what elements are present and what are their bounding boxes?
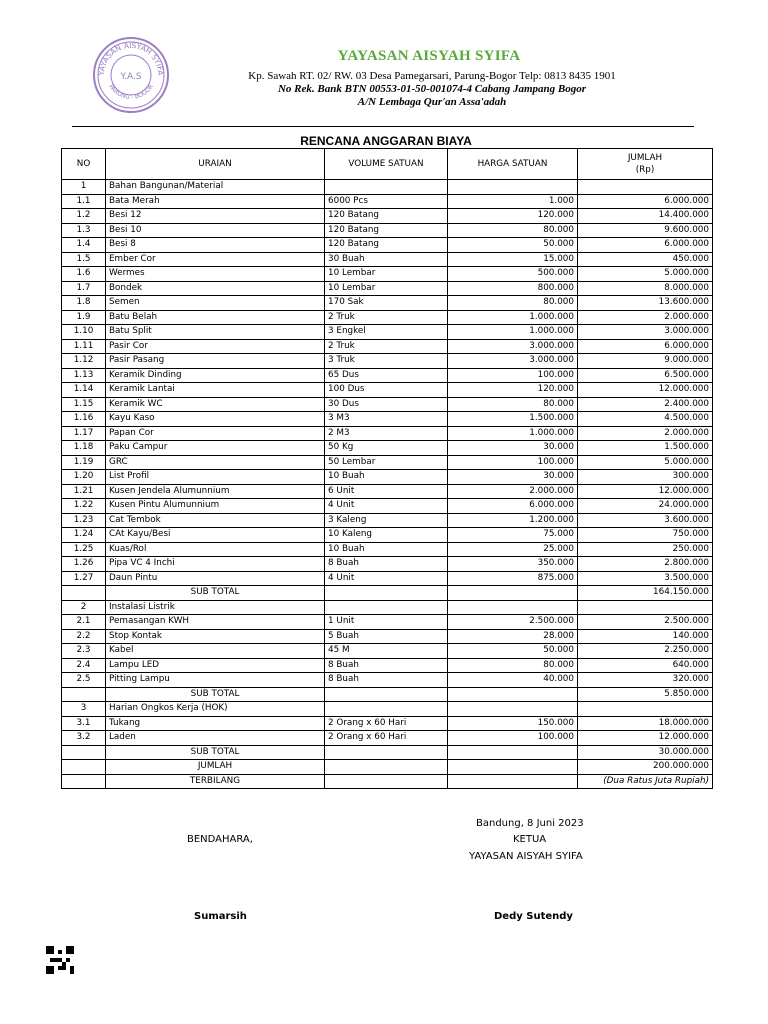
- item-no: 1.24: [62, 528, 106, 543]
- item-amount: 24.000.000: [578, 499, 713, 514]
- table-row: [62, 571, 713, 586]
- org-name: YAYASAN AISYAH SYIFA: [337, 48, 521, 64]
- item-unit-price: 15.000: [448, 252, 578, 267]
- item-no: 1.25: [62, 542, 106, 557]
- item-no: 1.27: [62, 571, 106, 586]
- item-unit-price: 1.200.000: [448, 513, 578, 528]
- table-row: [62, 470, 713, 485]
- item-no: 1.23: [62, 513, 106, 528]
- item-amount: 2.400.000: [578, 397, 713, 412]
- table-row: [62, 194, 713, 209]
- item-no: 2.1: [62, 615, 106, 630]
- subtotal-label: SUB TOTAL: [106, 745, 325, 760]
- item-no: 1.2: [62, 209, 106, 224]
- item-amount: 3.500.000: [578, 571, 713, 586]
- item-unit-price: 800.000: [448, 281, 578, 296]
- item-no: 1.5: [62, 252, 106, 267]
- item-volume: 1 Unit: [325, 615, 448, 630]
- header-volume: VOLUME SATUAN: [325, 149, 448, 180]
- empty-cell: [448, 745, 578, 760]
- item-description: Pasir Cor: [106, 339, 325, 354]
- item-no: 2.5: [62, 673, 106, 688]
- item-volume: 8 Buah: [325, 557, 448, 572]
- item-no: 2.3: [62, 644, 106, 659]
- item-description: Keramik WC: [106, 397, 325, 412]
- item-amount: 640.000: [578, 658, 713, 673]
- empty-cell: [448, 760, 578, 775]
- empty-cell: [448, 600, 578, 615]
- item-amount: 300.000: [578, 470, 713, 485]
- table-row: [62, 426, 713, 441]
- total-row: [62, 760, 713, 775]
- table-row: [62, 296, 713, 311]
- empty-cell: [448, 702, 578, 717]
- item-unit-price: 100.000: [448, 731, 578, 746]
- item-amount: 2.000.000: [578, 310, 713, 325]
- org-address: Kp. Sawah RT. 02/ RW. 03 Desa Pamegarsari, Parung-Bogor Telp: 0813 8435 1901: [248, 70, 616, 82]
- subtotal-row: [62, 745, 713, 760]
- item-unit-price: 30.000: [448, 441, 578, 456]
- subtotal-amount: 30.000.000: [578, 745, 713, 760]
- bendahara-name: Sumarsih: [194, 911, 247, 922]
- header-uraian: URAIAN: [106, 149, 325, 180]
- item-unit-price: 50.000: [448, 238, 578, 253]
- item-unit-price: 500.000: [448, 267, 578, 282]
- item-amount: 2.000.000: [578, 426, 713, 441]
- empty-cell: [325, 745, 448, 760]
- item-no: 1.21: [62, 484, 106, 499]
- item-amount: 4.500.000: [578, 412, 713, 427]
- item-volume: 8 Buah: [325, 658, 448, 673]
- item-volume: 45 M: [325, 644, 448, 659]
- item-description: Keramik Lantai: [106, 383, 325, 398]
- section-header-row: [62, 180, 713, 195]
- item-no: 1.3: [62, 223, 106, 238]
- item-description: Kayu Kaso: [106, 412, 325, 427]
- item-amount: 3.600.000: [578, 513, 713, 528]
- item-amount: 6.000.000: [578, 194, 713, 209]
- item-unit-price: 40.000: [448, 673, 578, 688]
- header-jumlah: [578, 149, 713, 180]
- item-description: Batu Belah: [106, 310, 325, 325]
- item-amount: 6.500.000: [578, 368, 713, 383]
- item-volume: 3 Kaleng: [325, 513, 448, 528]
- table-row: [62, 615, 713, 630]
- item-description: GRC: [106, 455, 325, 470]
- item-unit-price: 75.000: [448, 528, 578, 543]
- table-row: [62, 223, 713, 238]
- item-amount: 12.000.000: [578, 731, 713, 746]
- item-unit-price: 2.500.000: [448, 615, 578, 630]
- item-unit-price: 50.000: [448, 644, 578, 659]
- empty-cell: [62, 760, 106, 775]
- item-no: 1.7: [62, 281, 106, 296]
- table-row: [62, 513, 713, 528]
- header-jumlah-unit: (Rp): [635, 165, 655, 175]
- item-volume: 170 Sak: [325, 296, 448, 311]
- table-row: [62, 499, 713, 514]
- item-unit-price: 1.000.000: [448, 426, 578, 441]
- subtotal-row: [62, 586, 713, 601]
- item-description: Bata Merah: [106, 194, 325, 209]
- subtotal-label: SUB TOTAL: [106, 687, 325, 702]
- item-unit-price: 2.000.000: [448, 484, 578, 499]
- item-no: 1.9: [62, 310, 106, 325]
- item-volume: 30 Buah: [325, 252, 448, 267]
- item-unit-price: 30.000: [448, 470, 578, 485]
- item-volume: 3 M3: [325, 412, 448, 427]
- item-volume: 8 Buah: [325, 673, 448, 688]
- item-unit-price: 100.000: [448, 368, 578, 383]
- item-unit-price: 1.000.000: [448, 310, 578, 325]
- terbilang-row: [62, 774, 713, 789]
- item-unit-price: 350.000: [448, 557, 578, 572]
- org-account-name: A/N Lembaga Qur'an Assa'adah: [357, 96, 507, 108]
- place-date: Bandung, 8 Juni 2023: [476, 818, 584, 829]
- budget-table: [61, 148, 713, 789]
- item-amount: 5.000.000: [578, 267, 713, 282]
- header-divider: [72, 126, 694, 127]
- item-volume: 6 Unit: [325, 484, 448, 499]
- item-no: 1.10: [62, 325, 106, 340]
- table-row: [62, 644, 713, 659]
- table-row: [62, 484, 713, 499]
- item-amount: 140.000: [578, 629, 713, 644]
- terbilang-text: (Dua Ratus Juta Rupiah): [578, 774, 713, 789]
- item-no: 1.16: [62, 412, 106, 427]
- item-volume: 120 Batang: [325, 238, 448, 253]
- table-row: [62, 658, 713, 673]
- item-amount: 320.000: [578, 673, 713, 688]
- document-title: RENCANA ANGGARAN BIAYA: [300, 134, 472, 148]
- item-description: Bondek: [106, 281, 325, 296]
- item-unit-price: 25.000: [448, 542, 578, 557]
- item-volume: 4 Unit: [325, 499, 448, 514]
- table-row: [62, 412, 713, 427]
- empty-cell: [448, 774, 578, 789]
- table-row: [62, 731, 713, 746]
- item-unit-price: 1.500.000: [448, 412, 578, 427]
- subtotal-label: SUB TOTAL: [106, 586, 325, 601]
- ketua-organization: YAYASAN AISYAH SYIFA: [469, 851, 583, 862]
- item-amount: 1.500.000: [578, 441, 713, 456]
- logo-ring-text: YAYASAN AISYAH SYIFA: [96, 40, 166, 76]
- item-amount: 5.000.000: [578, 455, 713, 470]
- item-no: 2.2: [62, 629, 106, 644]
- item-no: 1.20: [62, 470, 106, 485]
- table-row: [62, 528, 713, 543]
- item-description: Pitting Lampu: [106, 673, 325, 688]
- item-no: 1.22: [62, 499, 106, 514]
- item-volume: 65 Dus: [325, 368, 448, 383]
- item-description: Besi 10: [106, 223, 325, 238]
- item-volume: 3 Engkel: [325, 325, 448, 340]
- table-row: [62, 281, 713, 296]
- item-no: 1.6: [62, 267, 106, 282]
- item-volume: 2 Truk: [325, 339, 448, 354]
- item-unit-price: 80.000: [448, 296, 578, 311]
- item-no: 1.4: [62, 238, 106, 253]
- ketua-name: Dedy Sutendy: [494, 911, 573, 922]
- table-row: [62, 542, 713, 557]
- item-description: Papan Cor: [106, 426, 325, 441]
- item-volume: 10 Buah: [325, 542, 448, 557]
- item-no: 1.19: [62, 455, 106, 470]
- item-unit-price: 1.000.000: [448, 325, 578, 340]
- section-no: 2: [62, 600, 106, 615]
- header-jumlah-label: JUMLAH: [627, 153, 663, 163]
- item-volume: 50 Lembar: [325, 455, 448, 470]
- total-label: JUMLAH: [106, 760, 325, 775]
- item-amount: 750.000: [578, 528, 713, 543]
- subtotal-row: [62, 687, 713, 702]
- table-row: [62, 557, 713, 572]
- header-harga: HARGA SATUAN: [448, 149, 578, 180]
- section-title: Instalasi Listrik: [106, 600, 325, 615]
- item-amount: 9.000.000: [578, 354, 713, 369]
- item-unit-price: 100.000: [448, 455, 578, 470]
- item-unit-price: 150.000: [448, 716, 578, 731]
- item-no: 1.12: [62, 354, 106, 369]
- table-row: [62, 339, 713, 354]
- item-no: 3.2: [62, 731, 106, 746]
- item-volume: 120 Batang: [325, 209, 448, 224]
- qr-code: [46, 946, 74, 974]
- item-description: Besi 12: [106, 209, 325, 224]
- table-header-row: [62, 149, 713, 180]
- item-volume: 2 M3: [325, 426, 448, 441]
- item-volume: 50 Kg: [325, 441, 448, 456]
- table-row: [62, 441, 713, 456]
- item-amount: 13.600.000: [578, 296, 713, 311]
- item-amount: 2.500.000: [578, 615, 713, 630]
- item-unit-price: 1.000: [448, 194, 578, 209]
- item-amount: 14.400.000: [578, 209, 713, 224]
- item-unit-price: 3.000.000: [448, 339, 578, 354]
- item-volume: 2 Truk: [325, 310, 448, 325]
- terbilang-label: TERBILANG: [106, 774, 325, 789]
- section-header-row: [62, 702, 713, 717]
- table-row: [62, 252, 713, 267]
- section-header-row: [62, 600, 713, 615]
- item-amount: 2.800.000: [578, 557, 713, 572]
- item-unit-price: 80.000: [448, 223, 578, 238]
- item-description: Laden: [106, 731, 325, 746]
- item-description: Stop Kontak: [106, 629, 325, 644]
- table-row: [62, 673, 713, 688]
- item-description: Kusen Pintu Alumunnium: [106, 499, 325, 514]
- item-volume: 6000 Pcs: [325, 194, 448, 209]
- item-description: Kusen Jendela Alumunnium: [106, 484, 325, 499]
- item-no: 1.15: [62, 397, 106, 412]
- section-no: 1: [62, 180, 106, 195]
- item-description: Kabel: [106, 644, 325, 659]
- item-description: Keramik Dinding: [106, 368, 325, 383]
- item-amount: 6.000.000: [578, 238, 713, 253]
- item-description: Daun Pintu: [106, 571, 325, 586]
- item-amount: 9.600.000: [578, 223, 713, 238]
- item-description: Besi 8: [106, 238, 325, 253]
- empty-cell: [448, 586, 578, 601]
- item-no: 1.17: [62, 426, 106, 441]
- item-unit-price: 28.000: [448, 629, 578, 644]
- item-amount: 2.250.000: [578, 644, 713, 659]
- empty-cell: [62, 774, 106, 789]
- item-volume: 10 Lembar: [325, 281, 448, 296]
- item-no: 3.1: [62, 716, 106, 731]
- item-amount: 250.000: [578, 542, 713, 557]
- item-description: Ember Cor: [106, 252, 325, 267]
- item-description: Tukang: [106, 716, 325, 731]
- section-title: Bahan Bangunan/Material: [106, 180, 325, 195]
- table-row: [62, 209, 713, 224]
- empty-cell: [325, 180, 448, 195]
- table-row: [62, 716, 713, 731]
- table-row: [62, 629, 713, 644]
- empty-cell: [578, 600, 713, 615]
- item-no: 1.13: [62, 368, 106, 383]
- table-row: [62, 267, 713, 282]
- subtotal-amount: 164.150.000: [578, 586, 713, 601]
- section-title: Harian Ongkos Kerja (HOK): [106, 702, 325, 717]
- table-row: [62, 310, 713, 325]
- item-amount: 450.000: [578, 252, 713, 267]
- item-description: List Profil: [106, 470, 325, 485]
- item-description: CAt Kayu/Besi: [106, 528, 325, 543]
- empty-cell: [325, 600, 448, 615]
- table-row: [62, 383, 713, 398]
- item-volume: 2 Orang x 60 Hari: [325, 716, 448, 731]
- item-description: Pemasangan KWH: [106, 615, 325, 630]
- item-description: Paku Campur: [106, 441, 325, 456]
- table-body: [62, 180, 713, 789]
- item-amount: 18.000.000: [578, 716, 713, 731]
- empty-cell: [578, 702, 713, 717]
- table-row: [62, 238, 713, 253]
- item-volume: 30 Dus: [325, 397, 448, 412]
- empty-cell: [62, 745, 106, 760]
- item-unit-price: 80.000: [448, 658, 578, 673]
- item-volume: 10 Lembar: [325, 267, 448, 282]
- logo-center-text: Y.A.S: [120, 72, 142, 82]
- item-volume: 10 Buah: [325, 470, 448, 485]
- item-unit-price: 80.000: [448, 397, 578, 412]
- item-volume: 4 Unit: [325, 571, 448, 586]
- item-unit-price: 120.000: [448, 383, 578, 398]
- item-volume: 10 Kaleng: [325, 528, 448, 543]
- item-unit-price: 120.000: [448, 209, 578, 224]
- item-no: 1.8: [62, 296, 106, 311]
- item-description: Wermes: [106, 267, 325, 282]
- subtotal-amount: 5.850.000: [578, 687, 713, 702]
- total-amount: 200.000.000: [578, 760, 713, 775]
- item-description: Semen: [106, 296, 325, 311]
- item-unit-price: 3.000.000: [448, 354, 578, 369]
- item-description: Kuas/Rol: [106, 542, 325, 557]
- empty-cell: [325, 774, 448, 789]
- table-row: [62, 455, 713, 470]
- header-no: NO: [62, 149, 106, 180]
- empty-cell: [448, 180, 578, 195]
- bendahara-title: BENDAHARA,: [187, 834, 253, 845]
- empty-cell: [325, 702, 448, 717]
- item-no: 1.14: [62, 383, 106, 398]
- item-no: 1.11: [62, 339, 106, 354]
- item-description: Pasir Pasang: [106, 354, 325, 369]
- item-volume: 3 Truk: [325, 354, 448, 369]
- item-amount: 3.000.000: [578, 325, 713, 340]
- empty-cell: [62, 687, 106, 702]
- item-unit-price: 875.000: [448, 571, 578, 586]
- item-volume: 2 Orang x 60 Hari: [325, 731, 448, 746]
- empty-cell: [325, 687, 448, 702]
- item-volume: 120 Batang: [325, 223, 448, 238]
- item-volume: 100 Dus: [325, 383, 448, 398]
- empty-cell: [448, 687, 578, 702]
- item-amount: 8.000.000: [578, 281, 713, 296]
- item-amount: 6.000.000: [578, 339, 713, 354]
- table-row: [62, 397, 713, 412]
- table-row: [62, 325, 713, 340]
- empty-cell: [325, 760, 448, 775]
- org-bank: No Rek. Bank BTN 00553-01-50-001074-4 Cabang Jampang Bogor: [277, 83, 587, 95]
- logo-bottom-text: PARUNG - BOGOR: [106, 83, 156, 101]
- item-no: 1.26: [62, 557, 106, 572]
- item-amount: 12.000.000: [578, 383, 713, 398]
- empty-cell: [62, 586, 106, 601]
- table-row: [62, 354, 713, 369]
- empty-cell: [578, 180, 713, 195]
- table-row: [62, 368, 713, 383]
- item-amount: 12.000.000: [578, 484, 713, 499]
- item-description: Cat Tembok: [106, 513, 325, 528]
- item-no: 1.18: [62, 441, 106, 456]
- item-description: Pipa VC 4 Inchi: [106, 557, 325, 572]
- empty-cell: [325, 586, 448, 601]
- item-unit-price: 6.000.000: [448, 499, 578, 514]
- item-no: 2.4: [62, 658, 106, 673]
- ketua-title: KETUA: [513, 834, 547, 845]
- item-description: Batu Split: [106, 325, 325, 340]
- item-no: 1.1: [62, 194, 106, 209]
- item-volume: 5 Buah: [325, 629, 448, 644]
- item-description: Lampu LED: [106, 658, 325, 673]
- section-no: 3: [62, 702, 106, 717]
